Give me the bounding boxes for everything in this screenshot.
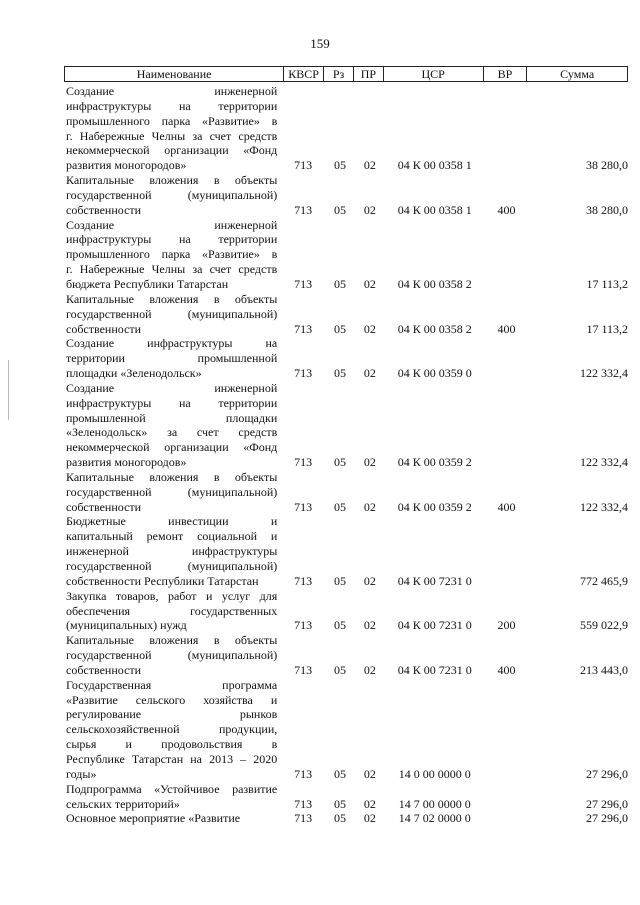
row-name-line: обеспечения государственных [66, 603, 278, 618]
row-name [64, 633, 277, 678]
row-kvsr: 713 [294, 276, 313, 291]
header-vr: ВР [484, 67, 528, 81]
row-pr: 02 [363, 796, 376, 811]
row-name-line: капитальный ремонт социальной и [66, 529, 278, 544]
table-row [64, 678, 628, 782]
row-rz: 05 [334, 662, 347, 677]
row-csr: 04 К 00 0358 1 [397, 202, 472, 217]
row-name [64, 678, 277, 782]
table-row [64, 470, 628, 515]
row-rz: 05 [334, 811, 347, 826]
row-name-line: (муниципальных) нужд [66, 618, 187, 633]
row-rz: 05 [334, 276, 347, 291]
row-name-line: сырья и продовольствия в [66, 737, 278, 752]
row-kvsr: 713 [294, 202, 313, 217]
row-name [64, 811, 277, 826]
table-row [64, 84, 628, 173]
row-name-line: Капитальные вложения в объекты [66, 469, 278, 484]
header-sum: Сумма [560, 67, 595, 81]
row-pr: 02 [363, 366, 376, 381]
row-rz: 05 [334, 796, 347, 811]
table-row [64, 218, 628, 292]
row-name [64, 381, 277, 470]
header-pr: ПР [354, 67, 384, 81]
row-name-line: государственной (муниципальной) [66, 648, 278, 663]
table-row [64, 589, 628, 634]
row-name-line: государственной (муниципальной) [66, 559, 278, 573]
row-kvsr: 713 [294, 618, 313, 633]
row-kvsr: 713 [294, 321, 313, 336]
row-name-line: Республике Татарстан на 2013 – 2020 [66, 751, 278, 766]
row-pr: 02 [363, 202, 376, 217]
row-kvsr: 713 [294, 796, 313, 811]
row-sum: 27 296,0 [586, 811, 628, 826]
row-name-line: инженерной инфраструктуры [66, 544, 278, 559]
row-name-line: Бюджетные инвестиции и [66, 514, 278, 529]
row-name [64, 218, 277, 292]
row-pr: 02 [363, 321, 376, 336]
table-row [64, 811, 628, 826]
row-sum: 27 296,0 [586, 796, 628, 811]
row-kvsr: 713 [294, 158, 313, 173]
scan-margin-mark [8, 360, 9, 420]
row-name-line: регулирование рынков [66, 707, 278, 722]
row-pr: 02 [363, 573, 376, 588]
row-kvsr: 713 [294, 366, 313, 381]
row-name-line: Подпрограмма «Устойчивое развитие [66, 781, 278, 796]
row-name-line: Создание инфраструктуры на [66, 336, 278, 351]
row-rz: 05 [334, 321, 347, 336]
row-name-line: собственности Республики Татарстан [66, 573, 259, 588]
table-row [64, 292, 628, 337]
row-sum: 17 113,2 [586, 276, 628, 291]
row-name-line: собственности [66, 202, 142, 217]
row-pr: 02 [363, 811, 376, 826]
row-pr: 02 [363, 766, 376, 781]
row-name-line: государственной (муниципальной) [66, 187, 278, 202]
row-csr: 04 К 00 0358 1 [397, 158, 472, 173]
table-row [64, 782, 628, 812]
row-name-line: развития моногородов» [66, 158, 187, 173]
row-sum: 122 332,4 [580, 499, 628, 514]
budget-table-body [64, 84, 628, 826]
row-sum: 38 280,0 [586, 202, 628, 217]
row-kvsr: 713 [294, 455, 313, 470]
row-name-line: годы» [66, 766, 97, 781]
row-name [64, 589, 277, 634]
row-name [64, 173, 277, 218]
row-csr: 14 7 00 0000 0 [398, 796, 471, 811]
row-vr: 200 [497, 618, 516, 633]
row-name-line: площадки «Зеленодольск» [66, 366, 202, 381]
row-csr: 04 К 00 7231 0 [397, 662, 472, 677]
row-name [64, 470, 277, 515]
row-name-line: инфраструктуры на территории [66, 98, 278, 113]
table-row [64, 514, 628, 588]
row-csr: 14 7 02 0000 0 [398, 811, 471, 826]
row-name [64, 514, 277, 588]
row-sum: 122 332,4 [580, 455, 628, 470]
row-name-line: Основное мероприятие «Развитие [66, 811, 241, 826]
row-vr: 400 [497, 499, 516, 514]
row-name-line: сельских территорий» [66, 796, 180, 811]
table-row [64, 336, 628, 381]
row-name-line: некоммерческой организации «Фонд [66, 143, 278, 158]
row-name-line: «Зеленодольск» за счет средств [66, 425, 278, 440]
table-row [64, 173, 628, 218]
header-name: Наименование [65, 67, 284, 81]
row-name-line: собственности [66, 662, 142, 677]
row-kvsr: 713 [294, 499, 313, 514]
row-sum: 122 332,4 [580, 366, 628, 381]
row-kvsr: 713 [294, 573, 313, 588]
row-name-line: Создание инженерной [66, 217, 278, 232]
row-rz: 05 [334, 573, 347, 588]
row-rz: 05 [334, 202, 347, 217]
row-name-line: Создание инженерной [66, 380, 278, 395]
row-name-line: Создание инженерной [66, 84, 278, 98]
row-name-line: Капитальные вложения в объекты [66, 291, 278, 306]
row-sum: 772 465,9 [580, 573, 628, 588]
row-sum: 213 443,0 [580, 662, 628, 677]
row-csr: 04 К 00 0359 2 [397, 455, 472, 470]
row-name-line: «Развитие сельского хозяйства и [66, 692, 278, 707]
row-name-line: промышленного парка «Развитие» в [66, 247, 278, 262]
row-sum: 27 296,0 [586, 766, 628, 781]
row-csr: 04 К 00 0358 2 [397, 276, 472, 291]
row-name-line: Капитальные вложения в объекты [66, 633, 278, 648]
row-name [64, 292, 277, 337]
row-name-line: государственной (муниципальной) [66, 306, 278, 321]
header-csr: ЦСР [384, 67, 484, 81]
row-pr: 02 [363, 499, 376, 514]
row-name-line: промышленного парка «Развитие» в [66, 113, 278, 128]
row-rz: 05 [334, 366, 347, 381]
row-pr: 02 [363, 455, 376, 470]
row-name-line: бюджета Республики Татарстан [66, 276, 229, 291]
row-name-line: развития моногородов» [66, 455, 187, 470]
row-name [64, 782, 277, 812]
row-pr: 02 [363, 618, 376, 633]
row-vr: 400 [497, 321, 516, 336]
row-name-line: инфраструктуры на территории [66, 232, 278, 247]
row-name-line: собственности [66, 321, 142, 336]
table-row [64, 633, 628, 678]
row-name-line: сельскохозяйственной продукции, [66, 722, 278, 737]
header-kvsr: КВСР [284, 67, 324, 81]
row-pr: 02 [363, 276, 376, 291]
row-sum: 17 113,2 [586, 321, 628, 336]
table-row [64, 381, 628, 470]
row-csr: 04 К 00 0358 2 [397, 321, 472, 336]
row-name-line: инфраструктуры на территории [66, 395, 278, 410]
row-pr: 02 [363, 158, 376, 173]
row-name-line: г. Набережные Челны за счет средств [66, 262, 278, 277]
row-name-line: Государственная программа [66, 677, 278, 692]
row-kvsr: 713 [294, 811, 313, 826]
table-header [64, 66, 628, 82]
row-csr: 04 К 00 7231 0 [397, 618, 472, 633]
row-name-line: Закупка товаров, работ и услуг для [66, 588, 278, 603]
row-csr: 04 К 00 7231 0 [397, 573, 472, 588]
row-kvsr: 713 [294, 662, 313, 677]
row-name [64, 336, 277, 381]
row-sum: 559 022,9 [580, 618, 628, 633]
row-name-line: территории промышленной [66, 351, 278, 366]
row-kvsr: 713 [294, 766, 313, 781]
row-csr: 04 К 00 0359 2 [397, 499, 472, 514]
row-name-line: собственности [66, 499, 142, 514]
row-csr: 14 0 00 0000 0 [398, 766, 471, 781]
row-rz: 05 [334, 499, 347, 514]
row-name-line: государственной (муниципальной) [66, 484, 278, 499]
row-name [64, 84, 277, 173]
row-rz: 05 [334, 766, 347, 781]
row-name-line: некоммерческой организации «Фонд [66, 440, 278, 455]
page-number: 159 [310, 36, 330, 51]
row-csr: 04 К 00 0359 0 [397, 366, 472, 381]
row-name-line: Капитальные вложения в объекты [66, 173, 278, 188]
row-sum: 38 280,0 [586, 158, 628, 173]
row-pr: 02 [363, 662, 376, 677]
row-name-line: г. Набережные Челны за счет средств [66, 128, 278, 143]
row-rz: 05 [334, 158, 347, 173]
row-vr: 400 [497, 202, 516, 217]
row-name-line: промышленной площадки [66, 410, 278, 425]
row-vr: 400 [497, 662, 516, 677]
header-rz: Рз [324, 67, 354, 81]
row-rz: 05 [334, 618, 347, 633]
row-rz: 05 [334, 455, 347, 470]
